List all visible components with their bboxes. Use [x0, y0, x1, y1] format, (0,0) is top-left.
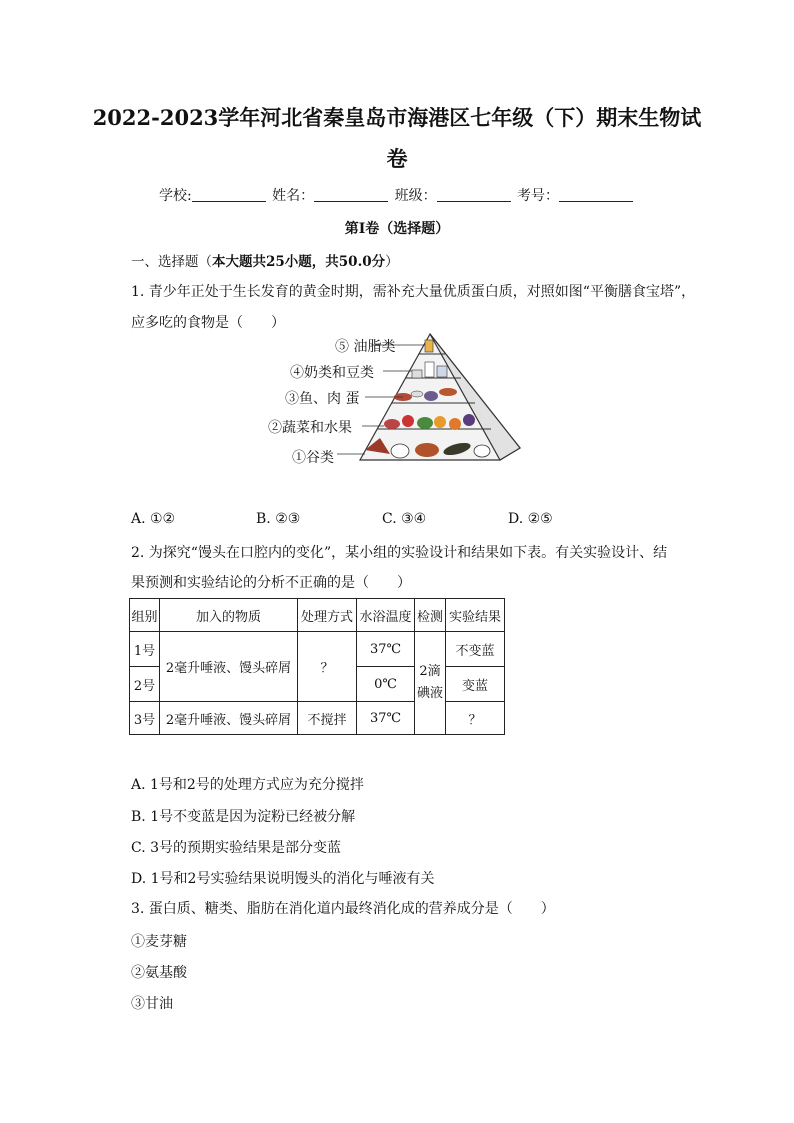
q2-line2: 果预测和实验结论的分析不正确的是（ ） — [131, 575, 411, 591]
header-result: 实验结果 — [446, 599, 505, 632]
table-header-row — [130, 599, 505, 632]
name-label: 姓名： — [272, 188, 315, 204]
experiment-table — [129, 598, 505, 735]
section-bold: 本大题共25小题，共50.0分 — [212, 254, 386, 270]
page-title-line1: 2022-2023学年河北省秦皇岛市海港区七年级（下）期末生物试 — [92, 105, 702, 130]
q3-item-2: ②氨基酸 — [131, 965, 187, 981]
q1-option-c[interactable]: C. ③④ — [382, 511, 427, 527]
pyramid-label-veg: ②蔬菜和水果 — [268, 420, 352, 436]
merged-treatment: ？ — [298, 632, 357, 702]
table-row — [130, 632, 505, 667]
q1-option-a[interactable]: A. ①② — [131, 511, 176, 527]
row2-group: 2号 — [130, 667, 160, 702]
row1-result: 不变蓝 — [446, 632, 505, 667]
q3-line1: 3. 蛋白质、糖类、脂肪在消化道内最终消化成的营养成分是（ ） — [131, 901, 555, 917]
exam-no-label: 考号： — [517, 188, 560, 204]
volume-heading: 第I卷（选择题） — [344, 221, 450, 237]
student-info-line — [0, 185, 794, 205]
header-group: 组别 — [130, 599, 160, 632]
row3-result: ？ — [446, 702, 505, 735]
row1-group: 1号 — [130, 632, 160, 667]
exam-no-blank[interactable] — [559, 187, 633, 202]
q1-option-b[interactable]: B. ②③ — [256, 511, 301, 527]
q2-option-b[interactable]: B. 1号不变蓝是因为淀粉已经被分解 — [131, 809, 356, 825]
school-label: 学校: — [158, 188, 192, 204]
row2-result: 变蓝 — [446, 667, 505, 702]
section-suffix: ） — [385, 254, 399, 270]
row1-temp: 37℃ — [357, 632, 415, 667]
header-treatment: 处理方式 — [298, 599, 357, 632]
pyramid-label-oil: ⑤ 油脂类 — [335, 339, 396, 355]
q2-option-c[interactable]: C. 3号的预期实验结果是部分变蓝 — [131, 840, 342, 856]
header-detect: 检测 — [415, 599, 446, 632]
row3-group: 3号 — [130, 702, 160, 735]
pyramid-label-fish: ③鱼、肉 蛋 — [285, 391, 360, 407]
table-row — [130, 702, 505, 735]
q3-item-3: ③甘油 — [131, 996, 173, 1012]
header-substance: 加入的物质 — [160, 599, 298, 632]
q1-line2: 应多吃的食物是（ ） — [131, 315, 285, 331]
name-blank[interactable] — [314, 187, 388, 202]
school-blank[interactable] — [192, 187, 266, 202]
pyramid-label-milk: ④奶类和豆类 — [290, 365, 374, 381]
row3-treatment: 不搅拌 — [298, 702, 357, 735]
merged-substance: 2毫升唾液、馒头碎屑 — [160, 632, 298, 702]
row2-temp: 0℃ — [357, 667, 415, 702]
q2-option-d[interactable]: D. 1号和2号实验结果说明馒头的消化与唾液有关 — [131, 871, 435, 887]
q2-line1: 2. 为探究“馒头在口腔内的变化”，某小组的实验设计和结果如下表。有关实验设计、结 — [131, 545, 668, 561]
pyramid-label-grain: ①谷类 — [292, 450, 334, 466]
section-prefix: 一、选择题（ — [131, 254, 212, 270]
merged-detect: 2滴碘液 — [415, 632, 446, 735]
row3-temp: 37℃ — [357, 702, 415, 735]
row3-substance: 2毫升唾液、馒头碎屑 — [160, 702, 298, 735]
class-blank[interactable] — [437, 187, 511, 202]
q1-line1: 1. 青少年正处于生长发育的黄金时期，需补充大量优质蛋白质，对照如图“平衡膳食宝塔”， — [131, 284, 696, 300]
class-label: 班级： — [394, 188, 437, 204]
header-temperature: 水浴温度 — [357, 599, 415, 632]
q2-option-a[interactable]: A. 1号和2号的处理方式应为充分搅拌 — [131, 777, 364, 793]
page-title-line2: 卷 — [386, 146, 408, 171]
q1-option-d[interactable]: D. ②⑤ — [508, 511, 553, 527]
q3-item-1: ①麦芽糖 — [131, 934, 187, 950]
section-heading — [131, 250, 399, 270]
